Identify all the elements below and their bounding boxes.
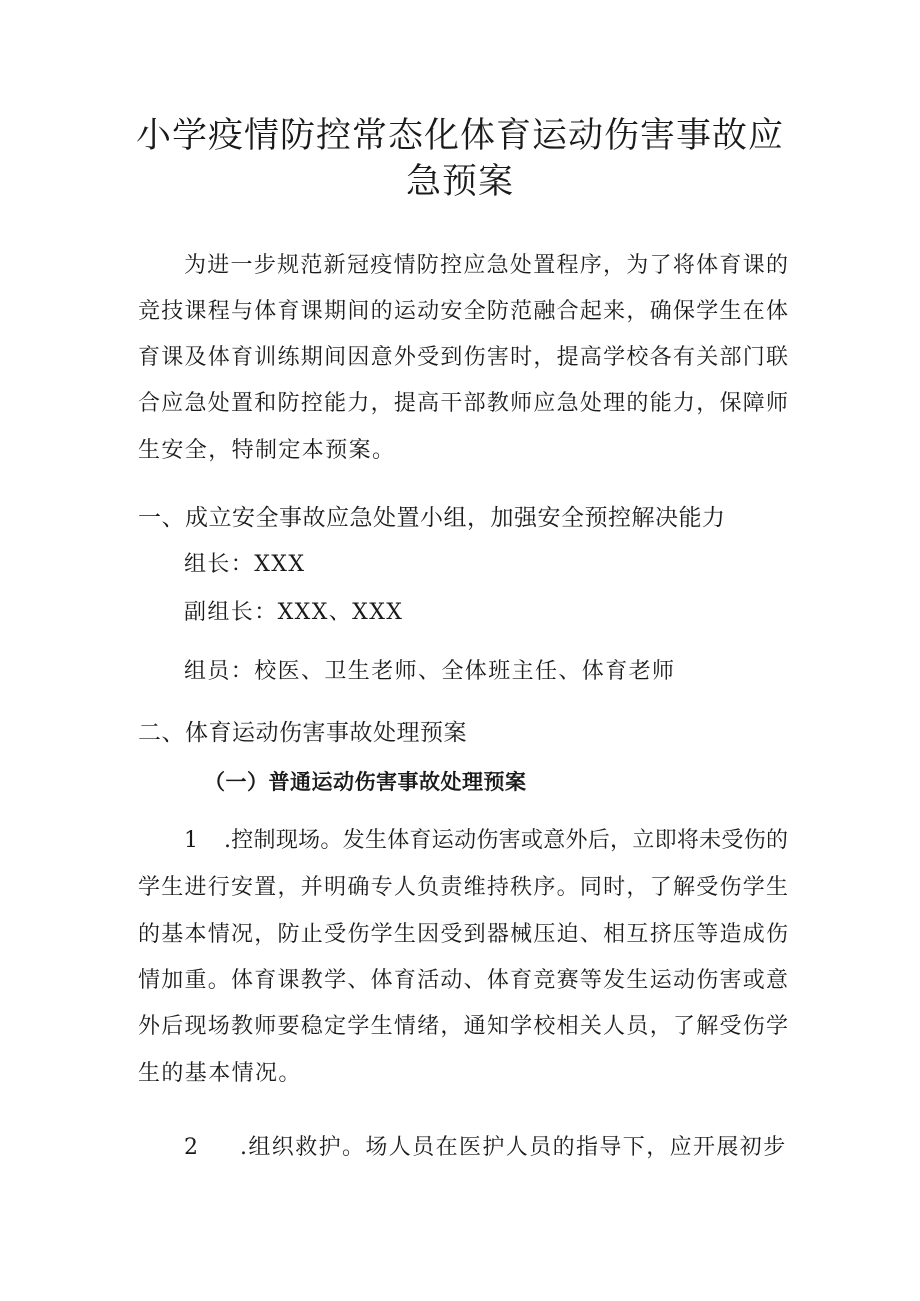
item-2-line (184, 1133, 788, 1163)
item-1-line: 的基本情况，防止受伤学生因受到器械压迫、相互挤压等造成伤 (138, 922, 788, 947)
intro-paragraph-line: 育课及体育训练期间因意外受到伤害时，提高学校各有关部门联 (138, 345, 788, 370)
section-2-heading: 二、体育运动伤害事故处理预案 (138, 720, 467, 746)
document-title-line-2: 急预案 (405, 162, 514, 202)
intro-paragraph-line: 竞技课程与体育课期间的运动安全防范融合起来，确保学生在体 (138, 299, 788, 324)
item-1-text: .控制现场。发生体育运动伤害或意外后，立即将未受伤的 (224, 828, 788, 853)
document-title-line-1: 小学疫情防控常态化体育运动伤害事故应 (135, 116, 784, 156)
deputy-leader: 副组长：XXX、XXX (184, 600, 404, 625)
subsection-heading: （一）普通运动伤害事故处理预案 (204, 770, 527, 794)
item-2-text: .组织救护。场人员在医护人员的指导下，应开展初步 (240, 1135, 787, 1160)
item-1-line: 外后现场教师要稳定学生情绪，通知学校相关人员，了解受伤学 (138, 1014, 788, 1039)
item-1-line (184, 826, 788, 856)
group-members: 组员：校医、卫生老师、全体班主任、体育老师 (184, 659, 676, 684)
item-2-number: 2 (184, 1135, 200, 1160)
intro-paragraph-line: 生安全，特制定本预案。 (138, 438, 396, 463)
section-1-heading: 一、成立安全事故应急处置小组，加强安全预控解决能力 (138, 505, 726, 531)
item-1-line: 学生进行安置，并明确专人负责维持秩序。同时，了解受伤学生 (138, 875, 788, 900)
intro-paragraph-line: 合应急处置和防控能力，提高干部教师应急处理的能力，保障师 (138, 391, 788, 416)
group-leader: 组长：XXX (184, 552, 306, 577)
item-1-line: 情加重。体育课教学、体育活动、体育竞赛等发生运动伤害或意 (138, 968, 788, 993)
item-1-line: 生的基本情况。 (138, 1061, 302, 1086)
item-1-number: 1 (184, 828, 198, 853)
intro-paragraph-line: 为进一步规范新冠疫情防控应急处置程序，为了将体育课的 (184, 253, 788, 278)
